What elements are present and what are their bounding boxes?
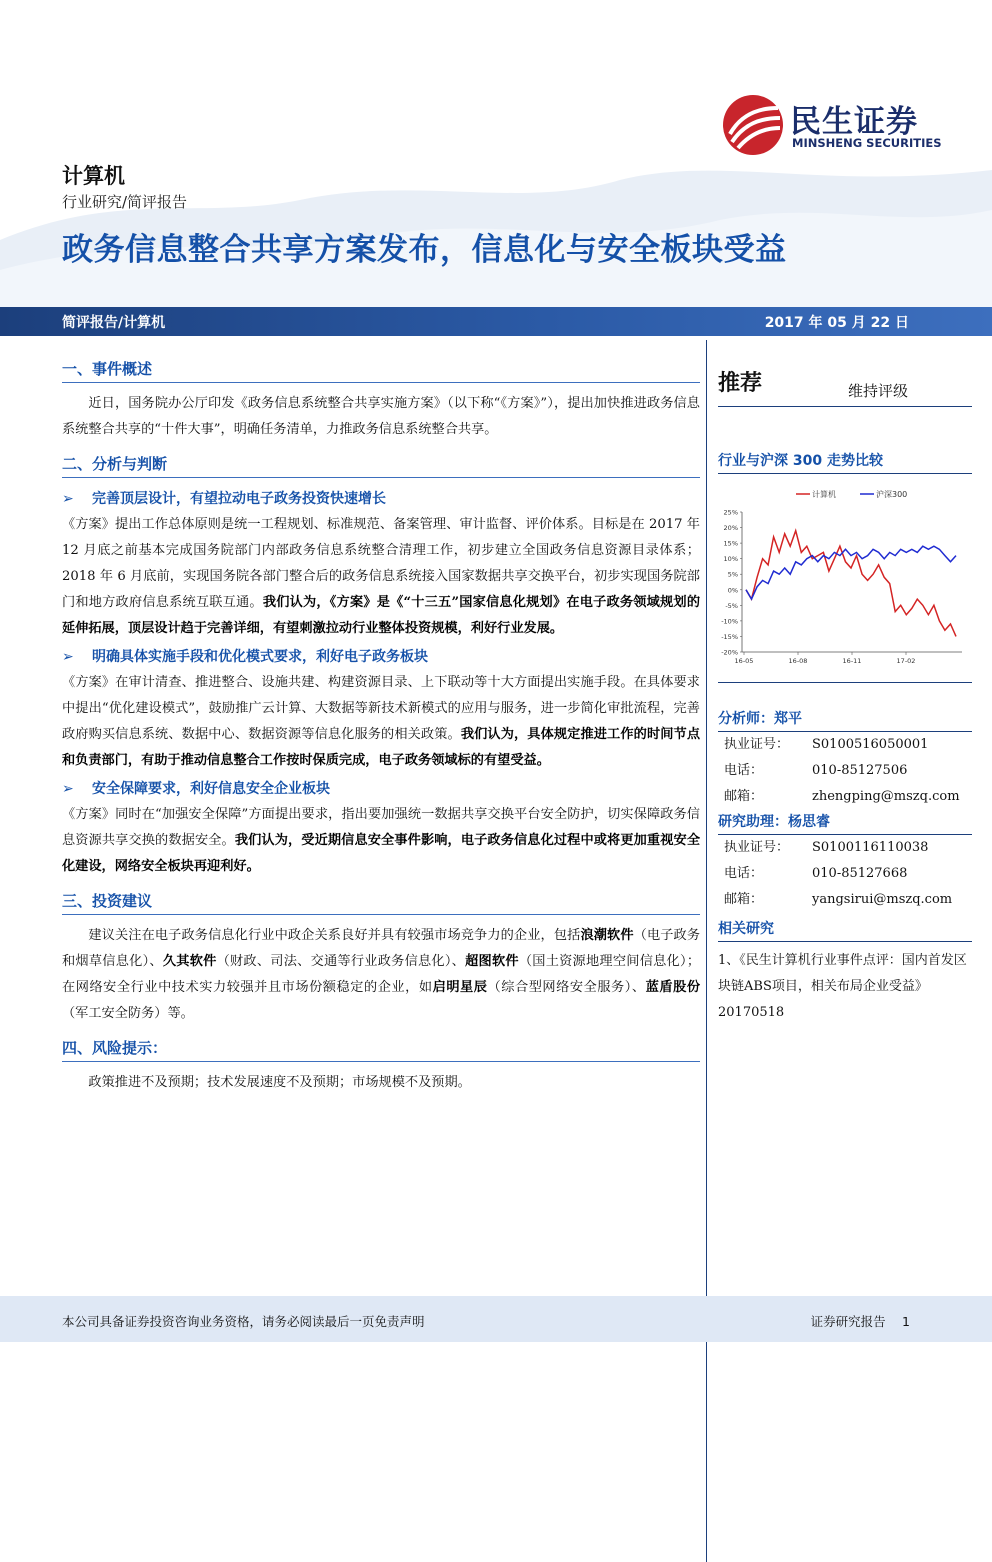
info-value: S0100516050001 bbox=[812, 737, 929, 752]
bullet-heading-text: 明确具体实施手段和优化模式要求，利好电子政务板块 bbox=[92, 649, 428, 665]
y-tick-label: 10% bbox=[723, 555, 738, 564]
report-type: 行业研究/简评报告 bbox=[62, 193, 188, 211]
bullet-heading bbox=[62, 776, 700, 802]
sidebar bbox=[718, 366, 972, 1026]
y-tick-label: 5% bbox=[727, 570, 738, 579]
company-name: 久其软件 bbox=[162, 954, 217, 969]
y-tick-label: 0% bbox=[727, 586, 738, 595]
advice-text: （国土资源地理空间信息化）；在网络安全行业中技术实力较强并且市场份额稳定的企业，如 bbox=[62, 954, 701, 995]
x-tick-label: 16-05 bbox=[734, 657, 754, 665]
sidebar-divider-line bbox=[718, 473, 972, 474]
company-name: 超图软件 bbox=[465, 954, 519, 969]
section-divider bbox=[62, 382, 700, 383]
info-label: 电话： bbox=[724, 763, 764, 778]
y-tick-label: -15% bbox=[721, 632, 738, 641]
paragraph-text: 《方案》在审计清查、推进整合、设施共建、构建资源目录、上下联动等十大方面提出实施手段。在具体要求中提出“优化建设模式”，鼓励推广云计算、大数据等新技术新模式的应用与服务，进一步简化审批流程，完善政府购买信息系统、数据中心、数据资源等信息化服务的相关政策。 bbox=[62, 675, 700, 742]
y-tick-label: 20% bbox=[723, 524, 738, 533]
investment-advice bbox=[62, 923, 700, 1027]
company-name: 启明星辰 bbox=[432, 980, 488, 995]
paragraph-bold-text: 我们认为，《方案》是《“十三五”国家信息化规划》在电子政务领域规划的延伸拓展，顶层设计趋于完善详细，有望刺激拉动行业整体投资规模，利好行业发展。 bbox=[62, 595, 701, 636]
info-value[interactable]: yangsirui@mszq.com bbox=[812, 892, 953, 907]
info-value: 010-85127668 bbox=[812, 866, 908, 881]
analysis-paragraph bbox=[62, 670, 700, 774]
footer-page: 证券研究报告 1 bbox=[810, 1314, 910, 1329]
assistant-row bbox=[718, 887, 972, 913]
info-value: 010-85127506 bbox=[812, 763, 908, 778]
assistant-title: 研究助理：杨思睿 bbox=[718, 814, 830, 830]
bar-category: 简评报告/计算机 bbox=[62, 315, 166, 331]
advice-text: （综合型网络安全服务）、 bbox=[487, 980, 646, 995]
series-line bbox=[746, 546, 956, 599]
brand-name-cn: 民生证券 bbox=[790, 104, 918, 140]
risk-warning: 政策推进不及预期；技术发展速度不及预期；市场规模不及预期。 bbox=[88, 1075, 471, 1090]
paragraph-text: 《方案》同时在“加强安全保障”方面提出要求，指出要加强统一数据共享交换平台安全防护，切实保障政务信息资源共享交换的数据安全。 bbox=[62, 807, 700, 848]
y-tick-label: 25% bbox=[723, 508, 738, 517]
sidebar-divider bbox=[706, 340, 707, 1562]
paragraph-bold-text: 我们认为，具体规定推进工作的时间节点和负责部门，有助于推动信息整合工作按时保质完成，电子政务领域标的有望受益。 bbox=[62, 727, 701, 768]
arrow-bullet-icon: ➢ bbox=[62, 649, 74, 665]
analyst-row bbox=[718, 758, 972, 784]
related-research-link[interactable]: 1、《民生计算机行业事件点评：国内首发区块链ABS项目，相关布局企业受益》20170518 bbox=[718, 953, 967, 1020]
y-tick-label: 15% bbox=[723, 539, 738, 548]
x-tick-label: 16-08 bbox=[788, 657, 808, 665]
y-tick-label: -10% bbox=[721, 617, 738, 626]
analyst-title: 分析师：郑平 bbox=[718, 711, 802, 727]
analysis-paragraph bbox=[62, 512, 700, 642]
report-headline: 政务信息整合共享方案发布，信息化与安全板块受益 bbox=[62, 232, 787, 268]
y-tick-label: -20% bbox=[721, 648, 738, 657]
logo-emblem-icon bbox=[722, 94, 784, 156]
assistant-row bbox=[718, 861, 972, 887]
section-divider bbox=[62, 1061, 700, 1062]
chart-title: 行业与沪深 300 走势比较 bbox=[718, 453, 883, 469]
info-label: 执业证号： bbox=[724, 737, 790, 752]
rating-block bbox=[718, 366, 972, 406]
bullet-heading bbox=[62, 644, 700, 670]
y-tick-label: -5% bbox=[725, 601, 738, 610]
legend-label: 沪深300 bbox=[876, 490, 908, 499]
info-label: 电话： bbox=[724, 866, 764, 881]
advice-text: （军工安全防务）等。 bbox=[62, 1006, 194, 1021]
info-label: 邮箱： bbox=[724, 892, 764, 907]
info-label: 执业证号： bbox=[724, 840, 790, 855]
section-title: 一、事件概述 bbox=[62, 360, 153, 378]
info-value[interactable]: zhengping@mszq.com bbox=[812, 789, 960, 804]
company-name: 浪潮软件 bbox=[580, 928, 634, 943]
sector-title: 计算机 bbox=[62, 164, 125, 188]
info-value: S0100116110038 bbox=[812, 840, 929, 855]
paragraph-bold-text: 我们认为，受近期信息安全事件影响，电子政务信息化过程中或将更加重视安全化建设，网络安全板块再迎利好。 bbox=[62, 833, 701, 874]
legend-label: 计算机 bbox=[812, 490, 836, 499]
advice-text: （电子政务和烟草信息化）、 bbox=[62, 928, 701, 969]
event-summary: 近日，国务院办公厅印发《政务信息系统整合共享实施方案》（以下称“《方案》”），提出加快推进政务信息系统整合共享的“十件大事”，明确任务清单，力推政务信息系统整合共享。 bbox=[62, 396, 700, 437]
report-date: 2017 年 05 月 22 日 bbox=[764, 315, 909, 331]
analyst-row bbox=[718, 784, 972, 810]
brand-name-en: MINSHENG SECURITIES bbox=[792, 136, 942, 150]
analysis-paragraph bbox=[62, 802, 700, 880]
main-column bbox=[62, 358, 700, 1096]
trend-chart bbox=[718, 478, 968, 668]
info-label: 邮箱： bbox=[724, 789, 764, 804]
bullet-heading-text: 安全保障要求，利好信息安全企业板块 bbox=[92, 781, 330, 797]
arrow-bullet-icon: ➢ bbox=[62, 781, 74, 797]
section-title: 三、投资建议 bbox=[62, 892, 153, 910]
advice-text: （财政、司法、交通等行业政务信息化）、 bbox=[216, 954, 466, 969]
section-divider bbox=[62, 914, 700, 915]
bullet-heading-text: 完善顶层设计，有望拉动电子政务投资快速增长 bbox=[92, 491, 386, 507]
rating-note: 维持评级 bbox=[848, 382, 909, 400]
advice-text: 建议关注在电子政务信息化行业中政企关系良好并具有较强市场竞争力的企业，包括 bbox=[88, 928, 581, 943]
rating: 推荐 bbox=[718, 371, 763, 396]
sidebar-divider-line bbox=[718, 941, 972, 942]
page-footer bbox=[0, 1296, 992, 1342]
company-name: 蓝盾股份 bbox=[645, 980, 701, 995]
section-title: 四、风险提示： bbox=[62, 1039, 168, 1057]
x-tick-label: 17-02 bbox=[896, 657, 916, 665]
section-divider bbox=[62, 477, 700, 478]
report-info-bar bbox=[0, 307, 992, 336]
section-title: 二、分析与判断 bbox=[62, 455, 168, 473]
analyst-row bbox=[718, 732, 972, 758]
arrow-bullet-icon: ➢ bbox=[62, 491, 74, 507]
related-title: 相关研究 bbox=[718, 921, 774, 937]
paragraph-text: 《方案》提出工作总体原则是统一工程规划、标准规范、备案管理、审计监督、评价体系。目标是在 2017 年 12 月底之前基本完成国务院部门内部政务信息系统整合清理工作，初步建立全国政务信息资源目录体系；2018 年 6 月底前，实现国务院各部门整合后的政务信息系统接入国家数据共享交换平台，初步实现国务院部门和地方政府信息系统互联互通。 bbox=[62, 517, 700, 610]
assistant-row bbox=[718, 835, 972, 861]
x-tick-label: 16-11 bbox=[842, 657, 862, 665]
brand-logo bbox=[720, 92, 960, 162]
footer-disclaimer: 本公司具备证券投资咨询业务资格，请务必阅读最后一页免责声明 bbox=[62, 1314, 425, 1329]
bullet-heading bbox=[62, 486, 700, 512]
